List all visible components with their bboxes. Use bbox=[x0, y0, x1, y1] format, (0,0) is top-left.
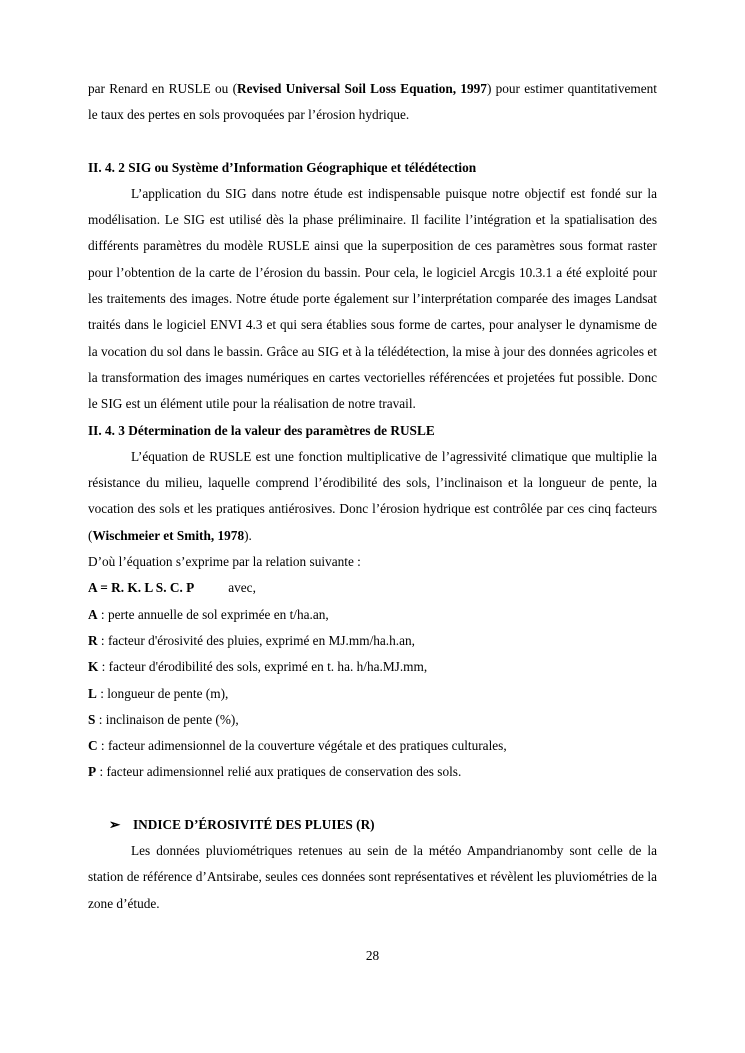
definition-symbol: L bbox=[88, 685, 97, 701]
paragraph-rusle bbox=[88, 444, 657, 549]
definition-text: : facteur d'érosivité des pluies, exprimé en MJ.mm/ha.h.an, bbox=[97, 632, 415, 648]
definition-text: : facteur adimensionnel relié aux pratiques de conservation des sols. bbox=[96, 764, 462, 780]
equation-line bbox=[88, 575, 657, 601]
definition-text: : inclinaison de pente (%), bbox=[95, 711, 239, 727]
definition-item bbox=[88, 759, 657, 785]
definition-text: : perte annuelle de sol exprimée en t/ha.an, bbox=[97, 606, 329, 622]
definition-text: : facteur d'érodibilité des sols, exprimé en t. ha. h/ha.MJ.mm, bbox=[98, 659, 428, 675]
definition-item bbox=[88, 681, 657, 707]
paragraph-sig: L’application du SIG dans notre étude est indispensable puisque notre objectif est fondé sur la modélisation. Le SIG est utilisé dès la phase préliminaire. Il facilite l’intégration et la spatialisation des différents paramètres du modèle RUSLE ainsi que la superposition de ces paramètres sous format raster pour l’obtention de la carte de l’érosion du bassin. Pour cela, le logiciel Arcgis 10.3.1 a été exploité pour les traitements des images. Notre étude porte également sur l’interprétation comparée des images Landsat traités dans le logiciel ENVI 4.3 et qui sera établies sous forme de cartes, pour analyser le dynamisme de la vocation du sol dans le bassin. Grâce au SIG et à la télédétection, la mise à jour des données agricoles et la transformation des images numériques en cartes vectorielles référencées et projetées fut possible. Donc le SIG est un élément utile pour la réalisation de notre travail. bbox=[88, 185, 657, 412]
definition-symbol: C bbox=[88, 738, 98, 754]
spacer bbox=[88, 786, 657, 812]
heading-erosivity bbox=[88, 812, 657, 838]
definition-item bbox=[88, 707, 657, 733]
paragraph-erosivity: Les données pluviométriques retenues au sein de la météo Ampandrianomby sont celle de la station de référence d’Antsirabe, seules ces données sont représentatives et révèlent les pluviométries de la zone d’étude. bbox=[88, 843, 657, 911]
rusle-text-start: L’équation de RUSLE est une fonction multiplicative de l’agressivité climatique que multiplie la résistance du milieu, laquelle comprend l’érodibilité des sols, l’inclinaison et la longueur de pente, la vocation des sols et les pratiques antiérosives. Donc l’érosion hydrique est contrôlée par ces cinq facteurs ( bbox=[88, 448, 657, 543]
equation-suffix: avec, bbox=[228, 580, 256, 596]
rusle-equation: A = R. K. L S. C. P bbox=[88, 580, 195, 596]
page-number: 28 bbox=[365, 948, 380, 963]
rusle-text-end: ). bbox=[244, 527, 252, 543]
intro-reference: Revised Universal Soil Loss Equation, 1997 bbox=[237, 81, 487, 96]
arrow-bullet-icon: ➢ bbox=[109, 816, 121, 832]
definition-symbol: A bbox=[88, 606, 98, 622]
definition-item bbox=[88, 733, 657, 759]
definitions-list bbox=[88, 602, 657, 786]
heading-sig: II. 4. 2 SIG ou Système d’Information Géographique et télédétection bbox=[88, 159, 477, 175]
definition-text: : facteur adimensionnel de la couverture végétale et des pratiques culturales, bbox=[97, 738, 507, 754]
rusle-reference: Wischmeier et Smith, 1978 bbox=[92, 527, 245, 543]
definition-symbol: K bbox=[88, 659, 99, 675]
spacer bbox=[88, 129, 657, 155]
document-page bbox=[88, 76, 657, 917]
definition-text: : longueur de pente (m), bbox=[96, 685, 229, 701]
definition-item bbox=[88, 654, 657, 680]
intro-text-start: par Renard en RUSLE ou ( bbox=[88, 81, 238, 96]
intro-paragraph bbox=[88, 76, 657, 129]
definition-item bbox=[88, 602, 657, 628]
definition-symbol: R bbox=[88, 632, 98, 648]
heading-erosivity-text: INDICE D’ÉROSIVITÉ DES PLUIES (R) bbox=[133, 816, 375, 832]
definition-symbol: S bbox=[88, 711, 96, 727]
definition-symbol: P bbox=[88, 764, 97, 780]
heading-rusle: II. 4. 3 Détermination de la valeur des paramètres de RUSLE bbox=[88, 422, 435, 438]
relation-intro: D’où l’équation s’exprime par la relation suivante : bbox=[88, 554, 361, 570]
intro-text-end: ) pour estimer quantitativement le taux des pertes en sols provoquées par l’érosion hydrique. bbox=[88, 81, 657, 123]
definition-item bbox=[88, 628, 657, 654]
